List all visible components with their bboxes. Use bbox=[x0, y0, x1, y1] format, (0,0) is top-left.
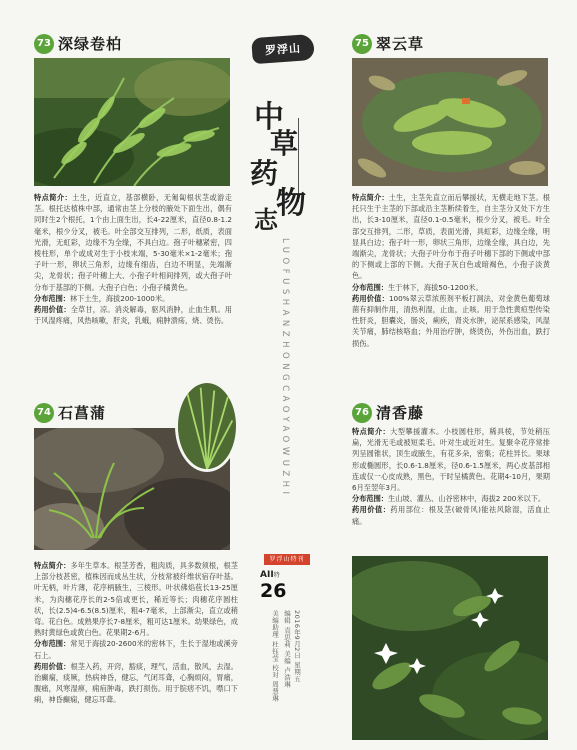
masthead-column bbox=[240, 0, 335, 750]
medicinal-text: 100%翠云草浓煎剂平板打洞法，对金黄色葡萄球菌有抑制作用，清热利湿，止血，止咳。用于急性黄疸型传染性肝炎，胆囊炎，肠炎，痢疾，肾炎水肿，泌尿系感染，风湿关节痛，肺结核咯血；外用治疗肿，烧烫伤，外伤出血，跌打损伤。 bbox=[352, 293, 550, 348]
entry-74-text bbox=[34, 560, 238, 706]
entry-76-text bbox=[352, 426, 550, 527]
photo-jasminum-lanceolarium bbox=[352, 556, 548, 740]
entry-title: 石菖蒲 bbox=[58, 404, 107, 422]
entry-number-badge: 74 bbox=[34, 403, 54, 423]
masthead-logo: 罗浮山 bbox=[251, 34, 315, 64]
entry-title: 翠云草 bbox=[376, 35, 425, 53]
label-features: 特点简介： bbox=[352, 193, 389, 202]
label-medicinal: 药用价值： bbox=[352, 505, 391, 515]
masthead-char-2: 草 bbox=[270, 127, 299, 160]
masthead-pinyin: LUOFUSHANZHONGCAOYAOWUZHI bbox=[280, 238, 290, 499]
entry-74-heading bbox=[34, 402, 106, 423]
label-distribution: 分布范围： bbox=[34, 293, 70, 303]
features-text: 多年生草本。根茎芳香，粗肉质，具多数须根，根茎上部分枝甚密，植株因而成丛生状，分枝常被纤维状宿存叶基。叶无柄，叶片薄，花序柄腋生，三棱形。叶状佛焰苞长13-25厘米，为肉穗花序长的2-5倍或更长，稀近等长；肉穗花序圆柱状，长(2.5)4-6.5(8.5)厘米，粗4-7毫米，上部渐尖，直立或稍弯。花白色。成熟果序长7-8厘米，粗可达1厘米。幼果绿色，成熟时黄绿色或黄白色。花果期2-6月。 bbox=[34, 561, 238, 638]
label-features: 特点简介： bbox=[34, 193, 73, 202]
label-medicinal: 药用价值： bbox=[34, 305, 71, 315]
page-section-code: AII bbox=[260, 570, 274, 580]
medicinal-text: 药用部位：根及茎(破骨风)能祛风除湿，活血止痛。 bbox=[352, 505, 550, 526]
distribution-text: 生山坡、灌丛、山谷密林中，海拔2 200米以下。 bbox=[387, 494, 546, 504]
label-distribution: 分布范围： bbox=[34, 639, 71, 649]
photo-selaginella-doederleinii bbox=[34, 58, 230, 186]
distribution-text: 生于林下，海拔50-1200米。 bbox=[387, 282, 483, 292]
entry-number-badge: 75 bbox=[352, 34, 372, 54]
masthead-char-3: 药 bbox=[250, 157, 279, 190]
label-distribution: 分布范围： bbox=[352, 494, 388, 504]
label-features: 特点简介： bbox=[352, 427, 391, 436]
page-number: 26 bbox=[260, 580, 287, 602]
page-section-suffix: 特 bbox=[273, 572, 280, 579]
medicinal-text: 根茎入药，开窍，豁痰，理气，活血，散风，去湿。治癫痫，痰厥，热病神昏，健忘，气闭耳聋，心胸烦闷，胃痛，腹痛，风寒湿痹，痈疽肿毒，跌打损伤。用于脘痞不饥，噤口下痢，神昏癫痫，健忘耳聋。 bbox=[34, 661, 238, 705]
entry-76-heading bbox=[352, 402, 424, 423]
distribution-text: 林下土生，海拔200-1000米。 bbox=[69, 293, 170, 303]
entry-number-badge: 76 bbox=[352, 403, 372, 423]
distribution-text: 常见于海拔20-2600米的密林下，生长于湿地或溪旁石上。 bbox=[34, 639, 238, 660]
editor-line: 编辑 袁思莉 美编 卢浩琳 bbox=[283, 610, 291, 688]
masthead-char-4: 物 bbox=[276, 186, 306, 221]
medicinal-text: 全草甘，凉。消炎解毒，驱风消肿，止血生肌。用于风湿疼痛，风热咳嗽，肝炎，乳蛾，痈肿溃疡，烧、烫伤。 bbox=[34, 305, 232, 326]
entry-number-badge: 73 bbox=[34, 34, 54, 54]
proof-line: 美编助理 杜钰莹 校对 周慧琳 bbox=[271, 610, 279, 702]
label-distribution: 分布范围： bbox=[352, 282, 388, 292]
photo-selaginella-uncinata bbox=[352, 58, 548, 186]
entry-73-text bbox=[34, 192, 232, 326]
label-medicinal: 药用价值： bbox=[34, 661, 71, 671]
features-text: 土生，近直立，基部横卧，无匍匐根状茎或游走茎。根托达植株中部，通常由茎上分枝的腋处下面生出，偶有同时生2个根托，1个由上面生出，长4-22厘米，直径0.8-1.2毫米，根少分叉，被毛。叶全部交互排列，二形，纸质，表面光滑，无虹彩，边缘不为全缘，不具白边。孢子叶穗紧密，四棱柱形，单个或成对生于小枝末端，5-30毫米×1-2毫米；孢子叶一形，卵状三角形，边缘有细齿，白边不明显，先端渐尖，龙骨状；孢子叶穗上大、小孢子叶相间排列，或大孢子叶分布于基部的下侧。大孢子白色；小孢子橘黄色。 bbox=[34, 193, 232, 292]
masthead-char-5: 志 bbox=[254, 205, 278, 234]
label-medicinal: 药用价值： bbox=[352, 293, 389, 303]
section-badge: 罗浮山特刊 bbox=[264, 554, 310, 565]
masthead-char-1: 中 bbox=[254, 100, 284, 135]
features-text: 土生，主茎先直立而后攀援状，无横走地下茎。根托只生于主茎的下部或沿主茎断续着生，自主茎分叉处下方生出，长3-10厘米，直径0.1-0.5毫米，根少分叉，被毛。叶全部交互排列，二形，草质，表面光滑，具虹彩，边缘全缘，明显具白边；孢子叶一形，卵状三角形，边缘全缘，具白边，先端渐尖，龙骨状；大孢子叶分布于孢子叶穗下部的下侧或中部的下侧或上部的下侧。大孢子灰白色或暗褐色，小孢子淡黄色。 bbox=[352, 193, 550, 281]
entry-75-heading bbox=[352, 33, 424, 54]
features-text: 大型攀援灌木。小枝圆柱形，稀具棱，节处稍压扁，光滑无毛或被短柔毛。叶对生或近对生。复聚伞花序常排列呈圆锥状，顶生或腋生，有花多朵，密集；花柱异长。果球形或椭圆形，长0.6-1.8厘米，径0.6-1.5厘米，两心皮基部相连或仅一心皮成熟，黑色，干时呈橘黄色。花期4-10月，果期6月至翌年3月。 bbox=[352, 427, 550, 493]
page-section bbox=[260, 570, 280, 580]
photo-acorus-closeup bbox=[175, 380, 239, 472]
entry-73-heading bbox=[34, 33, 122, 54]
entry-title: 深绿卷柏 bbox=[58, 35, 123, 53]
label-features: 特点简介： bbox=[34, 561, 71, 570]
date-line: 2016年9月2日 星期五 bbox=[293, 610, 301, 683]
entry-title: 清香藤 bbox=[376, 404, 425, 422]
entry-75-text bbox=[352, 192, 550, 349]
